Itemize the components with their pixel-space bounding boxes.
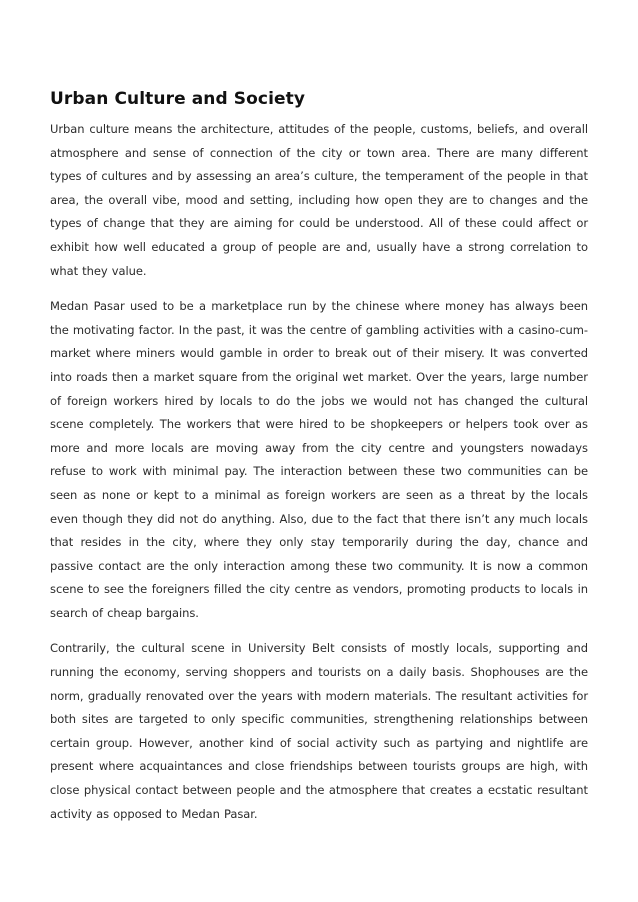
document-title: Urban Culture and Society	[50, 89, 306, 109]
paragraph-urban-culture: Urban culture means the architecture, attitudes of the people, customs, beliefs, and overall atmosphere and sense of connection of the city or town area. There are many different types of cultures and by assessing an area’s culture, the temperament of the people in that area, the overall vibe, mood and setting, including how open they are to changes and the types of change that they are aiming for could be understood. All of these could affect or exhibit how well educated a group of people are and, usually have a strong correlation to what they value.	[50, 122, 588, 278]
document-body	[50, 86, 588, 838]
paragraph-university-belt: Contrarily, the cultural scene in University Belt consists of mostly locals, supporting and running the economy, serving shoppers and tourists on a daily basis. Shophouses are the norm, gradually renovated over the years with modern materials. The resultant activities for both sites are targeted to only specific communities, strengthening relationships between certain group. However, another kind of social activity such as partying and nightlife are present where acquaintances and close friendships between tourists groups are high, with close physical contact between people and the atmosphere that creates a ecstatic resultant activity as opposed to Medan Pasar.	[50, 641, 588, 821]
paragraph-medan-pasar: Medan Pasar used to be a marketplace run by the chinese where money has always been the motivating factor. In the past, it was the centre of gambling activities with a casino-cum-market where miners would gamble in order to break out of their misery. It was converted into roads then a market square from the original wet market. Over the years, large number of foreign workers hired by locals to do the jobs we would not has changed the cultural scene completely. The workers that were hired to be shopkeepers or helpers took over as more and more locals are moving away from the city centre and youngsters nowadays refuse to work with minimal pay. The interaction between these two communities can be seen as none or kept to a minimal as foreign workers are seen as a threat by the locals even though they did not do anything. Also, due to the fact that there isn’t any much locals that resides in the city, where they only stay temporarily during the day, chance and passive contact are the only interaction among these two community. It is now a common scene to see the foreigners filled the city centre as vendors, promoting products to locals in search of cheap bargains.	[50, 299, 588, 620]
